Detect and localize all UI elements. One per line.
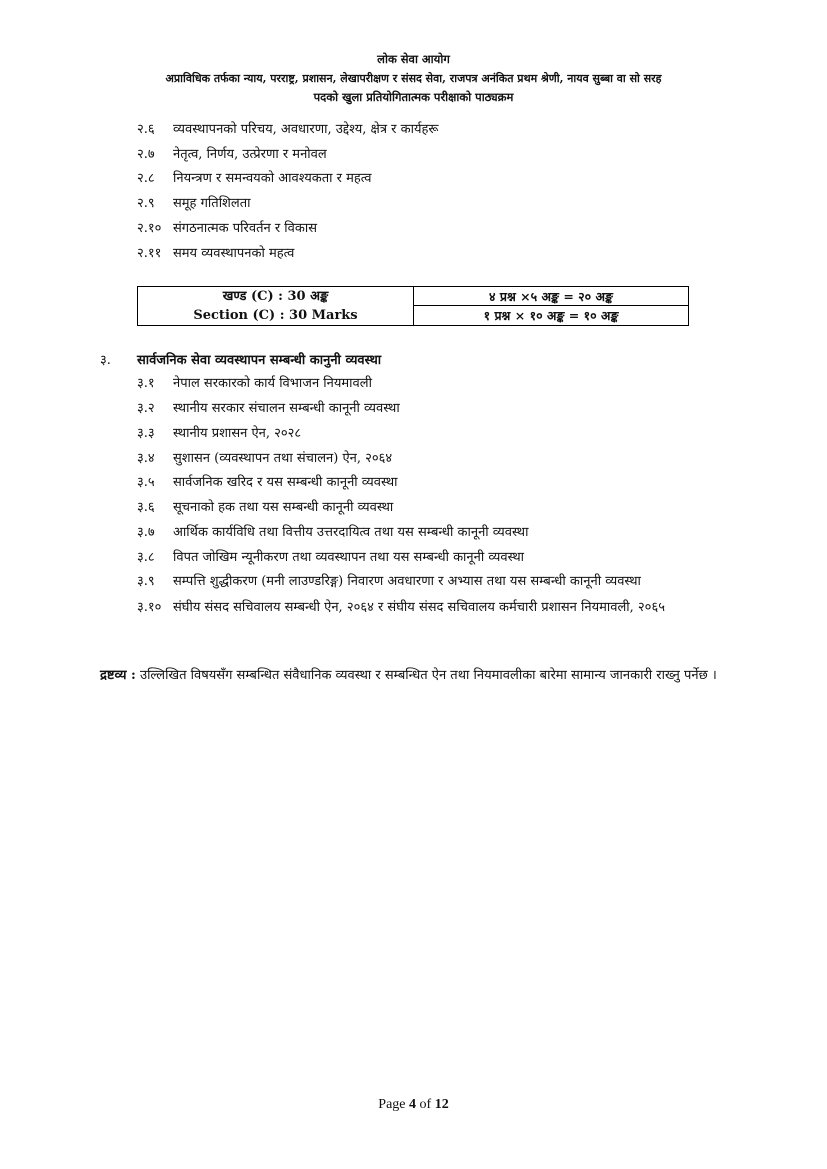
item-number: २.८ xyxy=(137,171,155,186)
item-text: नेपाल सरकारको कार्य विभाजन नियमावली xyxy=(173,376,372,391)
item-number: ३.३ xyxy=(137,426,155,441)
item-text: नेतृत्व, निर्णय, उत्प्रेरणा र मनोवल xyxy=(173,147,327,162)
marks-breakdown-short: ४ प्रश्न ×५ अङ्क = २० अङ्क xyxy=(414,287,688,306)
item-number: ३.१ xyxy=(137,376,155,391)
marks-section-cell xyxy=(138,287,414,325)
item-text: सम्पत्ति शुद्धीकरण (मनी लाउण्डरिङ्ग) निवारण अवधारणा र अभ्यास तथा यस सम्बन्धी कानूनी व्यवस्था xyxy=(173,574,641,589)
item-text: संगठनात्मक परिवर्तन र विकास xyxy=(173,221,318,236)
item-text: नियन्त्रण र समन्वयको आवश्यकता र महत्व xyxy=(173,171,372,186)
note-paragraph xyxy=(100,664,727,687)
header-service-line: अप्राविधिक तर्फका न्याय, परराष्ट्र, प्रशासन, लेखापरीक्षण र संसद सेवा, राजपत्र अनंकित प्रथम श्रेणी, नायव सुब्बा वा सो सरह xyxy=(165,72,662,85)
item-number: २.६ xyxy=(137,122,155,137)
item-number: २.१० xyxy=(137,221,162,236)
header-org-name: लोक सेवा आयोग xyxy=(377,52,450,66)
header-syllabus-title: पदको खुला प्रतियोगितात्मक परीक्षाको पाठ्यक्रम xyxy=(313,90,514,104)
marks-section-nepali: खण्ड (C) : 30 अङ्क xyxy=(222,289,329,304)
section-title: सार्वजनिक सेवा व्यवस्थापन सम्बन्धी कानुनी व्यवस्था xyxy=(137,353,382,368)
item-number: २.११ xyxy=(137,246,162,261)
item-number: ३.१० xyxy=(137,600,162,615)
marks-breakdown-cell xyxy=(414,287,688,325)
item-number: २.९ xyxy=(137,196,155,211)
note-text: उल्लिखित विषयसँग सम्बन्धित संवैधानिक व्यवस्था र सम्बन्धित ऐन तथा नियमावलीका बारेमा सामान्य जानकारी राख्नु पर्नेछ । xyxy=(135,668,717,683)
item-text: स्थानीय प्रशासन ऐन, २०२८ xyxy=(173,426,302,441)
marks-breakdown-long: १ प्रश्न × १० अङ्क = १० अङ्क xyxy=(483,308,619,323)
item-number: ३.२ xyxy=(137,401,155,416)
item-number: ३.५ xyxy=(137,475,155,490)
footer-of-word: of xyxy=(419,1097,432,1112)
item-number: ३.७ xyxy=(137,525,155,540)
item-text: स्थानीय सरकार संचालन सम्बन्धी कानूनी व्यवस्था xyxy=(173,401,400,416)
item-text: समूह गतिशिलता xyxy=(173,196,251,211)
item-text: सुशासन (व्यवस्थापन तथा संचालन) ऐन, २०६४ xyxy=(173,451,393,466)
item-text: सूचनाको हक तथा यस सम्बन्धी कानूनी व्यवस्था xyxy=(173,500,394,515)
footer-total-pages: 12 xyxy=(434,1097,449,1112)
marks-table xyxy=(137,286,689,326)
item-text: संघीय संसद सचिवालय सम्बन्धी ऐन, २०६४ र संघीय संसद सचिवालय कर्मचारी प्रशासन नियमावली, २०६५ xyxy=(173,600,665,615)
footer-page-number: 4 xyxy=(409,1097,417,1112)
marks-section-english: Section (C) : 30 Marks xyxy=(193,308,358,323)
item-number: ३.६ xyxy=(137,500,155,515)
item-text: विपत जोखिम न्यूनीकरण तथा व्यवस्थापन तथा यस सम्बन्धी कानूनी व्यवस्था xyxy=(173,550,525,565)
item-text: समय व्यवस्थापनको महत्व xyxy=(173,246,295,261)
page-footer xyxy=(0,1097,827,1113)
item-text: आर्थिक कार्यविधि तथा वित्तीय उत्तरदायित्व तथा यस सम्बन्धी कानूनी व्यवस्था xyxy=(173,525,529,540)
item-text: सार्वजनिक खरिद र यस सम्बन्धी कानूनी व्यवस्था xyxy=(173,475,398,490)
item-number: ३.८ xyxy=(137,550,155,565)
note-label: द्रष्टव्य : xyxy=(100,668,136,683)
item-text: व्यवस्थापनको परिचय, अवधारणा, उद्देश्य, क्षेत्र र कार्यहरू xyxy=(173,122,439,137)
item-number: ३.९ xyxy=(137,574,155,589)
footer-page-word: Page xyxy=(378,1097,406,1112)
item-number: ३.४ xyxy=(137,451,155,466)
item-number: २.७ xyxy=(137,147,155,162)
section-number: ३. xyxy=(100,353,111,368)
